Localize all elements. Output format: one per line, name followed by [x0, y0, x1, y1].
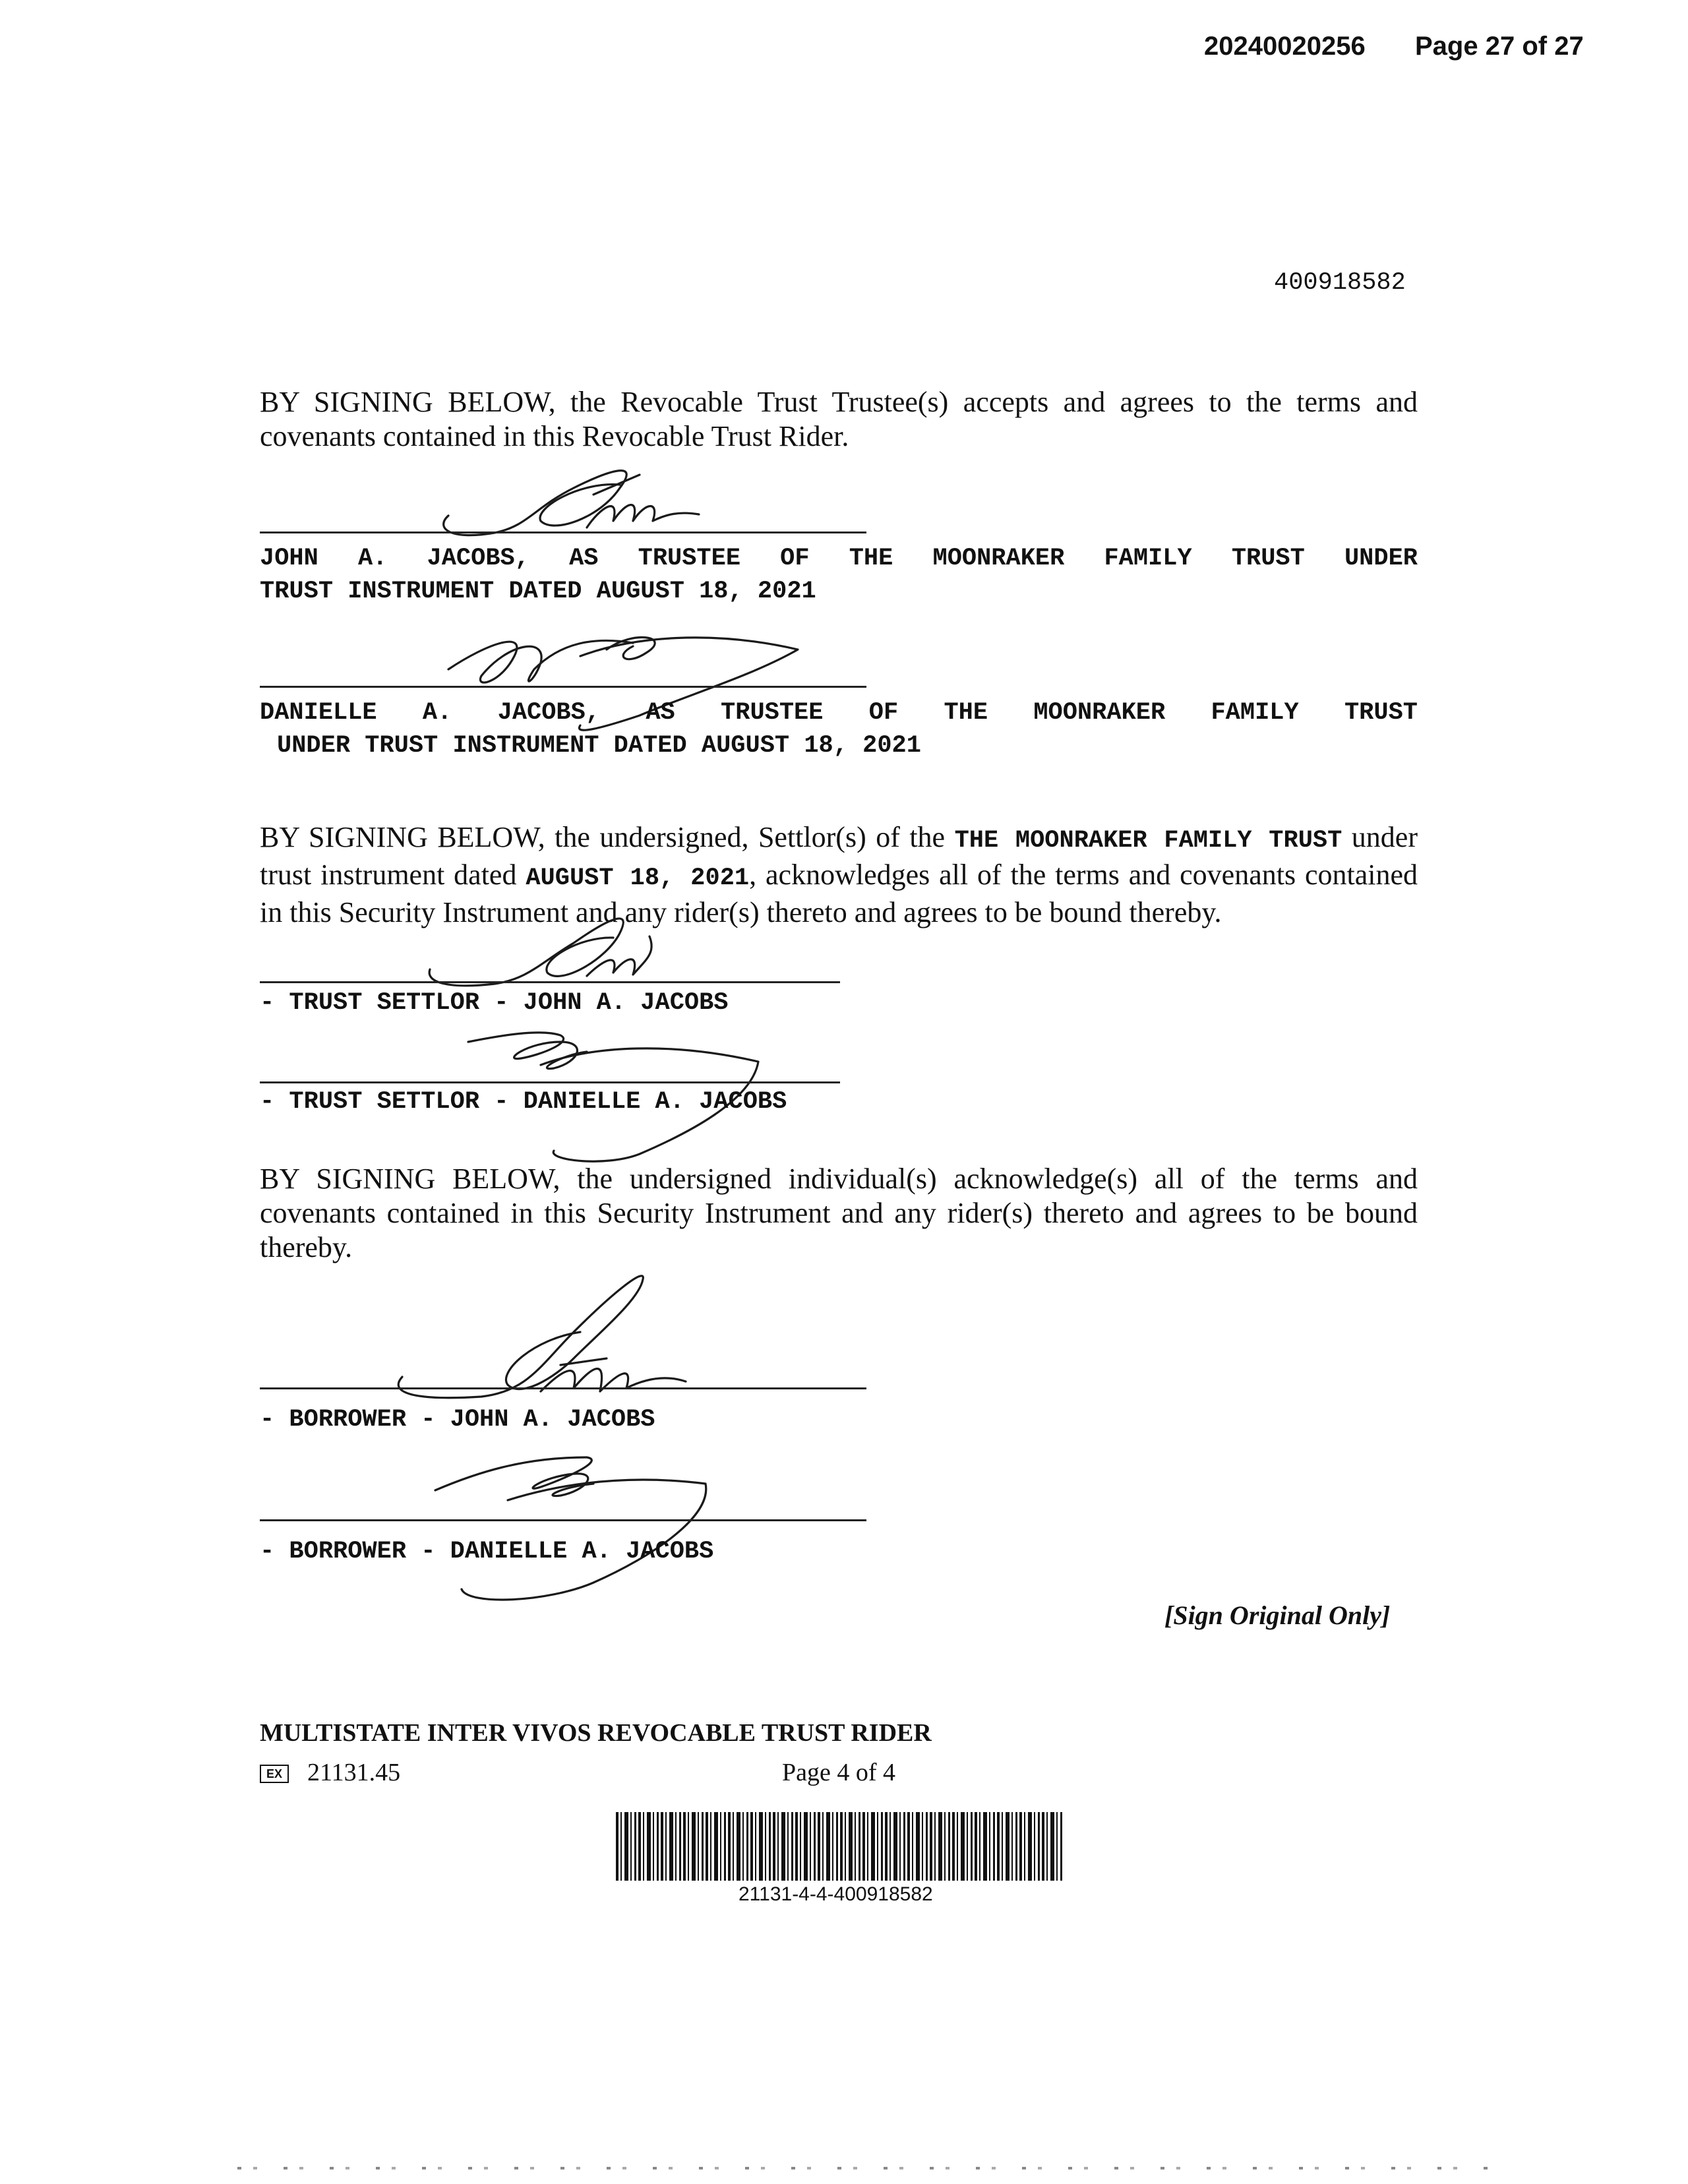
borrower-acknowledgment-text: BY SIGNING BELOW, the undersigned individual(s) acknowledge(s) all of the terms and covenants contained in this Security Instrument and any rider(s) thereto and agrees to be bound thereby. — [260, 1163, 1418, 1263]
trustee1-signature — [422, 455, 765, 554]
barcode-text: 21131-4-4-400918582 — [738, 1883, 933, 1905]
settlor2-name: - TRUST SETTLOR - DANIELLE A. JACOBS — [260, 1088, 787, 1116]
borrower1-name: - BORROWER - JOHN A. JACOBS — [260, 1406, 655, 1434]
form-number: 21131.45 — [307, 1759, 401, 1786]
settlor-text-b: under trust instrument dated — [260, 821, 1418, 891]
form-title: MULTISTATE INTER VIVOS REVOCABLE TRUST RIDER — [260, 1719, 932, 1747]
trustee2-signature — [435, 617, 804, 748]
sign-original-note: [Sign Original Only] — [1164, 1600, 1391, 1630]
trust-date: AUGUST 18, 2021 — [526, 864, 750, 892]
page-indicator: Page 27 of 27 — [1415, 32, 1584, 61]
trustee1-name-line1: JOHN A. JACOBS, AS TRUSTEE OF THE MOONRAKER FAMILY TRUST UNDER — [260, 545, 1418, 572]
settlor-text-a: BY SIGNING BELOW, the undersigned, Settlor(s) of the — [260, 821, 955, 853]
ellie-mae-ex-logo: EX — [260, 1765, 289, 1783]
trustee1-name-line2: TRUST INSTRUMENT DATED AUGUST 18, 2021 — [260, 578, 816, 605]
trustee-acknowledgment-text: BY SIGNING BELOW, the Revocable Trust Trustee(s) accepts and agrees to the terms and covenants contained in this Revocable Trust Rider. — [260, 386, 1418, 452]
borrower2-signature-line[interactable] — [260, 1519, 866, 1521]
trustee1-signature-line[interactable] — [260, 531, 866, 533]
settlor1-name: - TRUST SETTLOR - JOHN A. JACOBS — [260, 989, 729, 1017]
borrower2-signature — [429, 1444, 732, 1609]
scan-artifact — [237, 2167, 1490, 2169]
loan-number: 400918582 — [1274, 269, 1406, 297]
trustee2-name-line1: DANIELLE A. JACOBS, AS TRUSTEE OF THE MOONRAKER FAMILY TRUST — [260, 699, 1418, 727]
borrower2-name: - BORROWER - DANIELLE A. JACOBS — [260, 1538, 714, 1565]
settlor-text-c: , acknowledges all of the terms and covenants contained in this Security Instrument and any rider(s) thereto and agrees to be bound thereby. — [260, 859, 1418, 928]
recording-number: 20240020256 — [1204, 32, 1366, 61]
borrower1-signature-line[interactable] — [260, 1387, 866, 1389]
settlor2-signature-line[interactable] — [260, 1081, 840, 1083]
settlor1-signature-line[interactable] — [260, 981, 840, 983]
footer-page-number: Page 4 of 4 — [782, 1759, 896, 1786]
trust-name: THE MOONRAKER FAMILY TRUST — [954, 827, 1342, 855]
trustee2-signature-line[interactable] — [260, 686, 866, 688]
barcode — [616, 1812, 1064, 1881]
trustee2-name-line2: UNDER TRUST INSTRUMENT DATED AUGUST 18, 2021 — [277, 732, 921, 760]
